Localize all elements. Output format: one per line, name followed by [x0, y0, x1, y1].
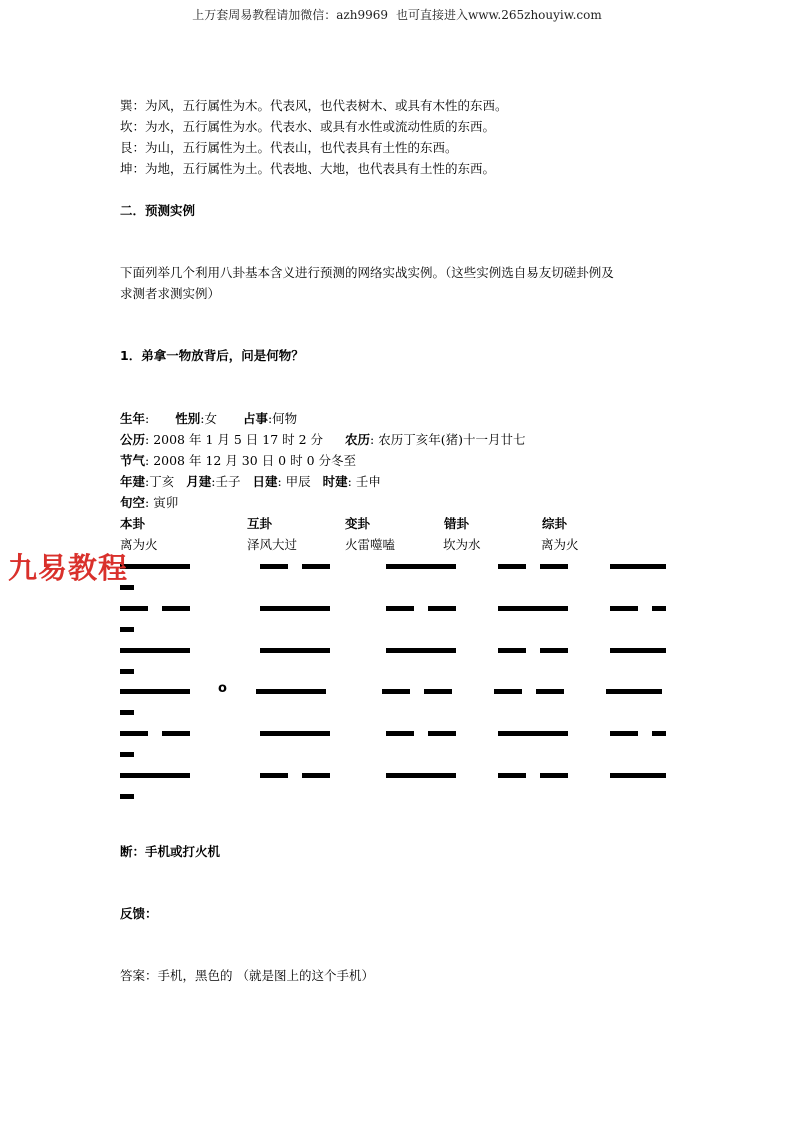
hour-value: : 壬申: [347, 474, 381, 489]
solar-label: 公历: [120, 432, 146, 447]
birth-label: 生年: [120, 411, 146, 426]
trigram-line: 坎：为水，五行属性为水。代表水、或具有水性或流动性质的东西。: [120, 119, 496, 134]
judgment-value: 手机或打火机: [145, 844, 221, 859]
trigram-line: 艮：为山，五行属性为土。代表山，也代表具有土性的东西。: [120, 140, 458, 155]
matter-label: 占事: [242, 411, 268, 426]
yin-line-segment: [260, 773, 288, 778]
yang-line-segment: [260, 648, 330, 653]
yin-line-segment: [536, 689, 564, 694]
yang-line-segment: [120, 648, 190, 653]
yin-line-segment: [162, 731, 190, 736]
yang-line-segment: [256, 689, 326, 694]
birth-sep: :: [145, 411, 150, 426]
header-url-text: 也可直接进入www.265zhouyiw.com: [396, 8, 602, 22]
trigram-line: 巽：为风，五行属性为木。代表风，也代表树木、或具有木性的东西。: [120, 98, 508, 113]
yin-line-segment: [386, 606, 414, 611]
month-value: :壬子: [211, 474, 241, 489]
yin-line-segment: [540, 773, 568, 778]
yang-line-segment: [120, 669, 134, 674]
example-title: 1．弟拿一物放背后，问是何物？: [120, 348, 304, 363]
yang-line-segment: [120, 689, 190, 694]
gua-header-zong: 综卦: [542, 516, 568, 531]
info-row-jieqi: [120, 451, 356, 471]
info-row-ganzhi: [120, 472, 381, 492]
info-row-birth: [120, 409, 297, 429]
day-label: 日建: [252, 474, 278, 489]
yang-line-segment: [260, 731, 330, 736]
yin-line-segment: [428, 606, 456, 611]
yin-line-segment: [120, 606, 148, 611]
yang-line-segment: [386, 564, 456, 569]
answer-text: 答案：手机，黑色的 （就是图上的这个手机）: [120, 968, 374, 983]
solar-value: : 2008 年 1 月 5 日 17 时 2 分: [145, 432, 324, 447]
xunkong-value: : 寅卯: [145, 495, 179, 510]
intro-line-2: 求测者求测实例）: [120, 286, 221, 301]
yin-line-segment: [498, 773, 526, 778]
matter-value: :何物: [267, 411, 298, 426]
header-text: 上万套周易教程请加微信：azh9969: [192, 8, 389, 22]
year-label: 年建: [120, 474, 146, 489]
yang-line-segment: [260, 606, 330, 611]
lunar-label: 农历: [345, 432, 371, 447]
judgment-label: 断：: [120, 844, 146, 859]
gua-name-hu: 泽风大过: [247, 537, 298, 552]
yang-line-segment: [610, 648, 666, 653]
yang-line-segment: [610, 773, 666, 778]
yin-line-segment: [386, 731, 414, 736]
yin-line-segment: [424, 689, 452, 694]
yang-line-segment: [386, 648, 456, 653]
gua-header-ben: 本卦: [120, 516, 146, 531]
yang-line-segment: [498, 606, 568, 611]
yin-line-segment: [540, 564, 568, 569]
jieqi-value: : 2008 年 12 月 30 日 0 时 0 分冬至: [145, 453, 356, 468]
day-value: : 甲辰: [277, 474, 311, 489]
yin-line-segment: [382, 689, 410, 694]
yin-line-segment: [120, 627, 134, 632]
page-header: [0, 6, 794, 23]
gua-header-hu: 互卦: [247, 516, 273, 531]
yin-line-segment: [652, 606, 666, 611]
jieqi-label: 节气: [120, 453, 146, 468]
yin-line-segment: [610, 606, 638, 611]
yin-line-segment: [302, 773, 330, 778]
lunar-value: : 农历丁亥年(猪)十一月廿七: [370, 432, 526, 447]
year-value: :丁亥: [145, 474, 175, 489]
moving-line-mark: o: [218, 681, 227, 696]
yin-line-segment: [652, 731, 666, 736]
yang-line-segment: [120, 710, 134, 715]
judgment-row: [120, 842, 220, 862]
yin-line-segment: [260, 564, 288, 569]
yang-line-segment: [120, 794, 134, 799]
yin-line-segment: [428, 731, 456, 736]
gua-name-ben: 离为火: [120, 537, 158, 552]
gua-header-bian: 变卦: [345, 516, 371, 531]
month-label: 月建: [186, 474, 212, 489]
yin-line-segment: [302, 564, 330, 569]
xunkong-label: 旬空: [120, 495, 146, 510]
yang-line-segment: [386, 773, 456, 778]
yang-line-segment: [606, 689, 662, 694]
yang-line-segment: [610, 564, 666, 569]
watermark-logo: 九易教程: [8, 551, 129, 585]
gua-name-cuo: 坎为水: [443, 537, 481, 552]
yin-line-segment: [162, 606, 190, 611]
feedback-label: 反馈：: [120, 906, 158, 921]
yin-line-segment: [494, 689, 522, 694]
section-title: 二．预测实例: [120, 203, 196, 218]
gua-name-zong: 离为火: [541, 537, 579, 552]
yang-line-segment: [120, 564, 190, 569]
yin-line-segment: [610, 731, 638, 736]
trigram-line: 坤：为地，五行属性为土。代表地、大地，也代表具有土性的东西。: [120, 161, 496, 176]
info-row-xunkong: [120, 493, 178, 513]
yin-line-segment: [120, 731, 148, 736]
yang-line-segment: [498, 731, 568, 736]
yin-line-segment: [120, 752, 134, 757]
gua-header-cuo: 错卦: [444, 516, 470, 531]
hour-label: 时建: [322, 474, 348, 489]
yin-line-segment: [498, 648, 526, 653]
yin-line-segment: [498, 564, 526, 569]
gua-name-bian: 火雷噬嗑: [345, 537, 396, 552]
gender-value: :女: [200, 411, 217, 426]
intro-line-1: 下面列举几个利用八卦基本含义进行预测的网络实战实例。（这些实例选自易友切磋卦例及: [120, 265, 614, 280]
info-row-solar: [120, 430, 526, 450]
yin-line-segment: [540, 648, 568, 653]
yang-line-segment: [120, 773, 190, 778]
gender-label: 性别: [175, 411, 201, 426]
